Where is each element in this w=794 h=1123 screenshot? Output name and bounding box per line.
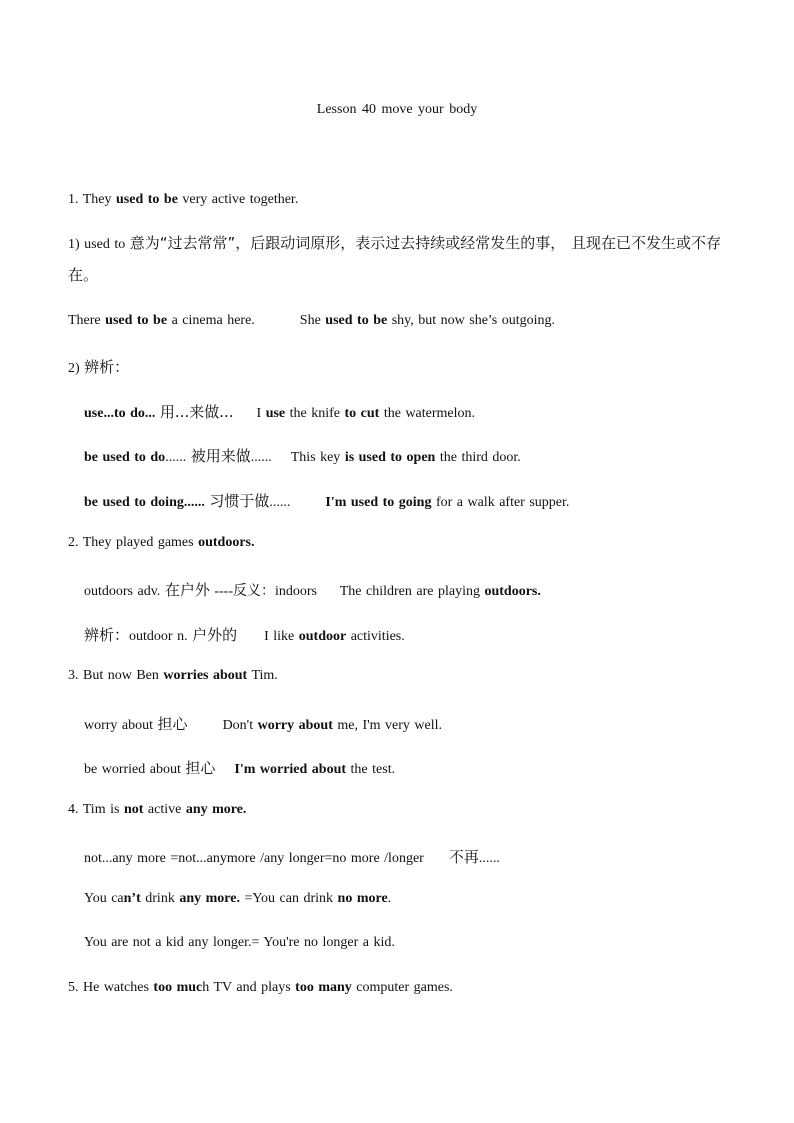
key-phrase: use (265, 406, 286, 421)
item-number: 4. (68, 802, 79, 817)
usage-be-used-to-do: be used to do...... 被用来做...... This key is used to open the third door. (84, 447, 521, 465)
key-phrase: no more (337, 891, 388, 906)
example-any-longer: You are not a kid any longer.= You're no longer a kid. (84, 935, 395, 950)
usage-worry-about: worry about 担心 Don't worry about me, I'm very well. (84, 715, 443, 733)
usage-outdoors: outdoors adv. 在户外 ----反义：indoors The children are playing outdoors. (84, 581, 541, 599)
item-1-compare-heading: 2) 辨析： (68, 358, 130, 376)
item-number: 1. (68, 192, 79, 207)
usage-be-worried-about: be worried about 担心 I'm worried about the test. (84, 759, 396, 777)
item-1-examples: There used to be a cinema here. She used to be shy, but now she’s outgoing. (68, 313, 556, 328)
key-phrase: too many (295, 980, 352, 995)
key-phrase: not (123, 802, 144, 817)
item-1: 1. They used to be very active together. (68, 192, 299, 207)
key-phrase: I'm worried about (234, 762, 347, 777)
item-number: 5. (68, 980, 79, 995)
key-phrase: too muc (153, 980, 203, 995)
key-phrase: any more. (179, 891, 240, 906)
item-2: 2. They played games outdoors. (68, 535, 255, 550)
key-phrase: to cut (344, 406, 380, 421)
example-any-more: You can’t drink any more. =You can drink no more. (84, 891, 392, 906)
item-3: 3. But now Ben worries about Tim. (68, 668, 278, 683)
item-1-note: 1) used to 意为“过去常常”，后跟动词原形，表示过去持续或经常发生的事， 且现在已不发生或不存在。 (68, 234, 722, 284)
key-phrase: outdoors. (198, 535, 255, 550)
item-number: 3. (68, 668, 79, 683)
key-phrase: outdoor (298, 629, 347, 644)
usage-outdoor: 辨析：outdoor n. 户外的 I like outdoor activities. (84, 626, 405, 644)
key-phrase: outdoors. (484, 584, 541, 599)
key-phrase: use...to do... (84, 406, 156, 421)
usage-not-any-more: not...any more =not...anymore /any longer=no more /longer 不再...... (84, 848, 500, 866)
usage-be-used-to-doing: be used to doing...... 习惯于做...... I'm used to going for a walk after supper. (84, 492, 570, 510)
key-phrase: used to be (105, 313, 168, 328)
key-phrase: any more. (185, 802, 247, 817)
usage-use-to-do: use...to do... 用...来做... I use the knife to cut the watermelon. (84, 403, 476, 421)
item-number: 2. (68, 535, 79, 550)
key-phrase: used to be (116, 192, 178, 207)
key-phrase: is used to open (344, 450, 436, 465)
key-phrase: worries about (163, 668, 248, 683)
item-5: 5. He watches too much TV and plays too many computer games. (68, 980, 453, 995)
key-phrase: worry about (257, 718, 333, 733)
key-phrase: used to be (325, 313, 388, 328)
key-phrase: be used to do (84, 450, 166, 465)
key-phrase: be used to doing...... (84, 495, 205, 510)
key-phrase: I'm used to going (325, 495, 432, 510)
item-4: 4. Tim is not active any more. (68, 802, 247, 817)
document-title: Lesson 40 move your body (316, 102, 478, 117)
